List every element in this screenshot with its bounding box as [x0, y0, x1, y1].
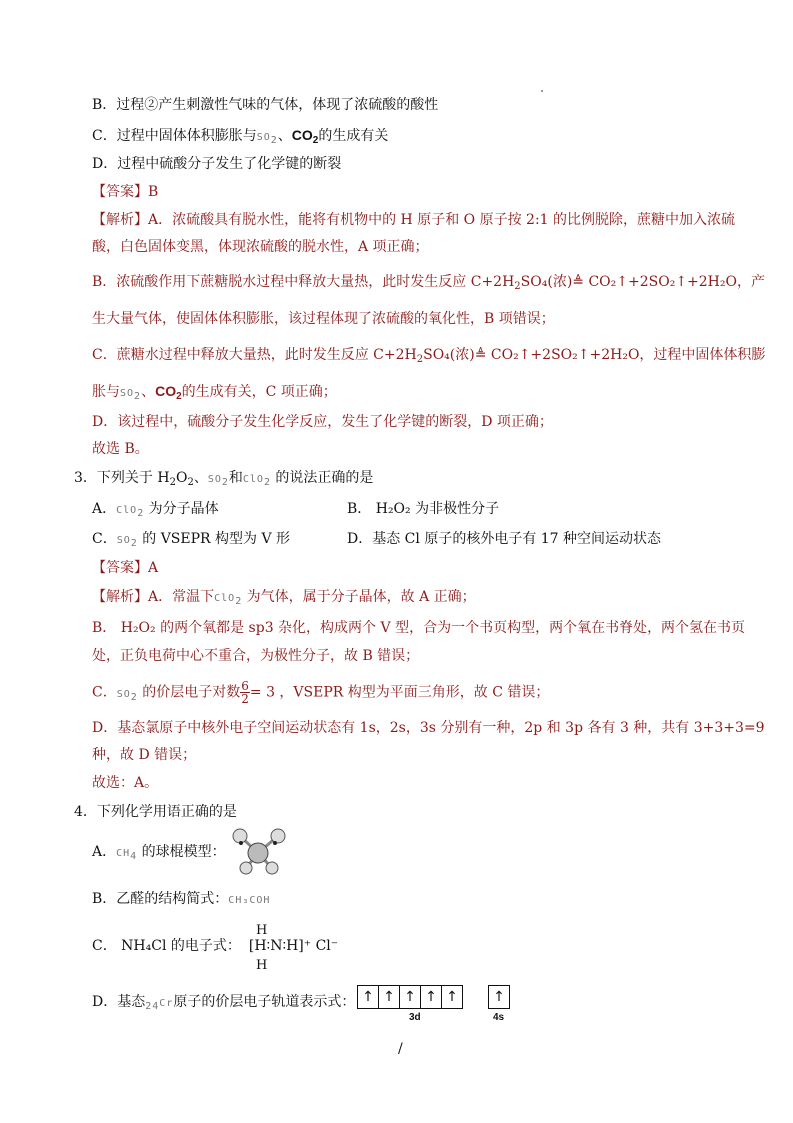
orbital-label-4s: 4s [493, 1012, 505, 1023]
q4-option-d: D．基态$_{24}$Cr原子的价层电子轨道表示式： [92, 994, 356, 1012]
choose-q2: 故选 B。 [92, 441, 149, 457]
analysis-q2-b2: 生大量气体，使固体体积膨胀，该过程体现了浓硫酸的氧化性，B 项错误； [92, 311, 555, 327]
q3-option-d: D．基态 Cl 原子的核外电子有 17 种空间运动状态 [347, 531, 662, 547]
orbital-3d: ↑ ↑ ↑ ↑ ↑ [357, 985, 463, 1009]
page-number: / [398, 1041, 403, 1057]
electron-formula-h-bottom: H [256, 958, 268, 973]
analysis-q2-a2: 酸，白色固体变黑，体现浓硫酸的脱水性，A 项正确； [92, 239, 429, 255]
q3-stem: 3．下列关于 $H_2O_2$、$SO_2$和ClO$_2$ 的说法正确的是 [74, 470, 374, 488]
ball-and-stick-model-image [228, 826, 292, 876]
option-d: D．过程中硫酸分子发生了化学键的断裂 [92, 156, 342, 172]
orbital-label-3d: 3d [409, 1012, 421, 1023]
analysis-q2-d1: D．该过程中，硫酸分子发生化学反应，发生了化学键的断裂，D 项正确； [92, 414, 553, 430]
option-c: C．过程中固体体积膨胀与$SO_2$、$CO_2$的生成有关 [92, 127, 389, 146]
analysis-q3-a: 【解析】A．常温下ClO$_2$ 为气体，属于分子晶体，故 A 正确； [92, 589, 476, 607]
analysis-q3-d2: 种，故 D 错误； [92, 747, 197, 763]
analysis-q2-c1: C．蔗糖水过程中释放大量热，此时发生反应 $C+2H_2SO_4$(浓)≜ CO₂↑+2SO₂↑+2H₂O，过程中固体体积膨 [92, 347, 766, 365]
fraction-6-over-2: $\frac{6}{2}$ [241, 679, 249, 706]
analysis-q2-a1: 【解析】A．浓硫酸具有脱水性，能将有机物中的 H 原子和 O 原子按 2:1 的比例脱除，蔗糖中加入浓硫 [92, 212, 736, 228]
q4-option-a: A．$CH_4$ 的球棍模型： [92, 844, 226, 862]
answer-q2: 【答案】B [92, 184, 159, 200]
analysis-q2-b1: B．浓硫酸作用下蔗糖脱水过程中释放大量热，此时发生反应 $C+2H_2SO_4$(浓)≜ CO₂↑+2SO₂↑+2H₂O，产 [92, 274, 765, 292]
q4-stem: 4．下列化学用语正确的是 [74, 804, 237, 820]
orbital-4s: ↑ [488, 985, 510, 1009]
q4-option-b: B．乙醛的结构简式：CH₃COH [92, 891, 271, 907]
q4-option-c: C． NH₄Cl 的电子式： [H∶N∶H]⁺ Cl⁻ [92, 938, 339, 954]
analysis-q3-d1: D．基态氯原子中核外电子空间运动状态有 1s，2s，3s 分别有一种，2p 和 3p 各有 3 种，共有 3+3+3=9 [92, 720, 765, 736]
option-b: B．过程②产生刺激性气味的气体，体现了浓硫酸的酸性 [92, 97, 439, 113]
q3-option-b: B． H₂O₂ 为非极性分子 [347, 501, 500, 517]
q3-option-a: A．ClO$_2$ 为分子晶体 [92, 501, 219, 519]
electron-formula-h-top: H [256, 923, 268, 938]
analysis-q3-c: C．$SO_2$ 的价层电子对数 $\frac{6}{2}$ = 3 ，VSEPR 构型为平面三角形，故 C 错误； [92, 679, 550, 706]
analysis-q2-c2: 胀与$SO_2$、$CO_2$的生成有关，C 项正确； [92, 383, 337, 402]
choose-q3: 故选：A。 [92, 775, 159, 791]
q3-option-c: C．$SO_2$ 的 VSEPR 构型为 V 形 [92, 531, 291, 549]
scan-dot [541, 90, 543, 92]
analysis-q3-b1: B． H₂O₂ 的两个氧都是 sp3 杂化，构成两个 V 型，合为一个书页构型，两个氧在书脊处，两个氢在书页 [92, 620, 746, 636]
analysis-q3-b2: 处，正负电荷中心不重合，为极性分子，故 B 错误； [92, 648, 420, 664]
answer-q3: 【答案】A [92, 560, 159, 576]
